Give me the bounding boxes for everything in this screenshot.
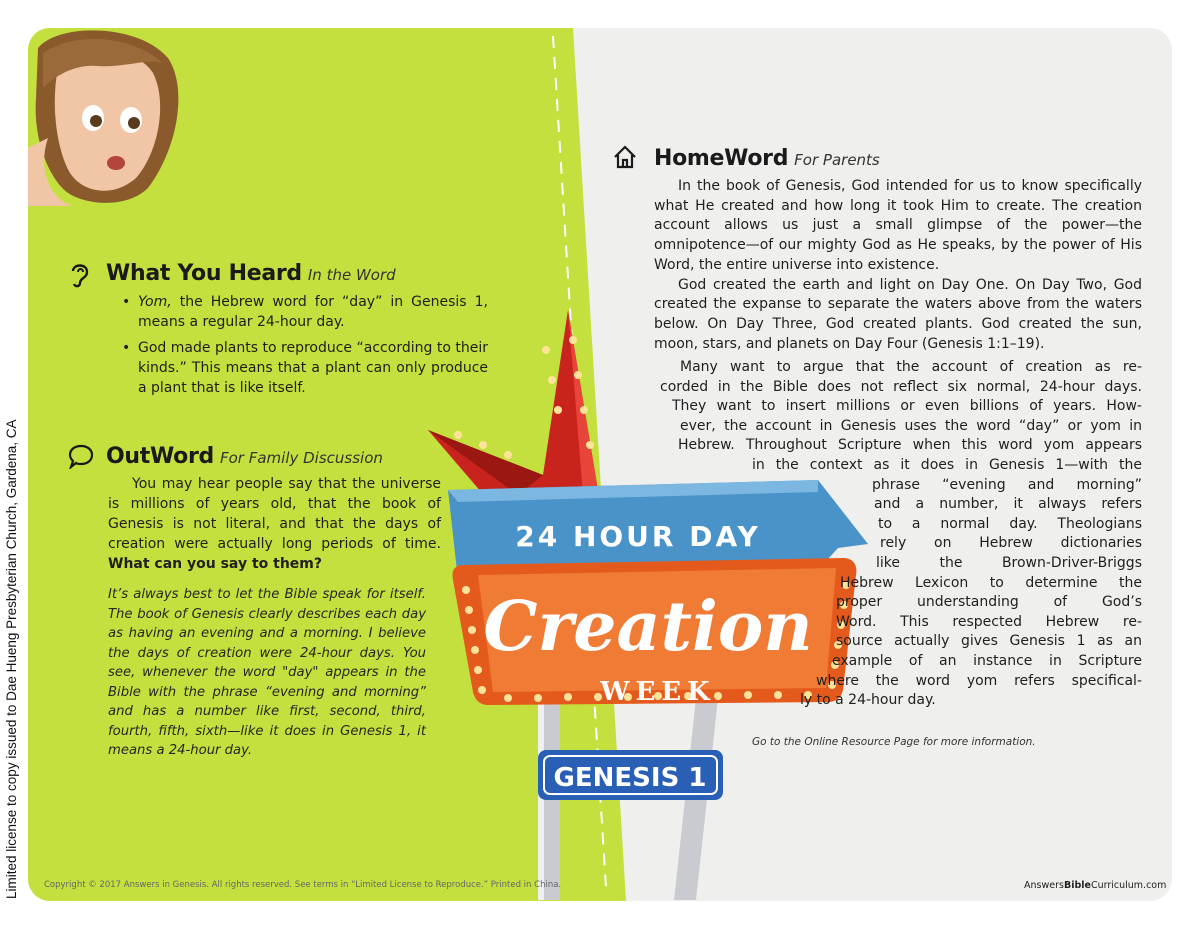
homeword-heading: HomeWord For Parents [654,146,880,171]
text-line: Hebrew. Throughout Scripture when this word yom appears [678,437,1142,454]
what-you-heard-heading: What You Heard In the Word [106,261,396,286]
online-resource-note: Go to the Online Resource Page for more information. [752,736,1036,748]
outword-paragraph: You may hear people say that the universe is millions of years old, that the book of Genesis is not literal, and that the days of creation were actually long periods of time. What can you say to them? [108,476,441,572]
text-line: Hebrew Lexicon to determine the [840,574,1142,591]
banner-text: 24 HOUR DAY [515,520,761,553]
website-url[interactable]: AnswersBibleCurriculum.com [1024,880,1167,891]
house-icon [612,144,638,170]
text-line: proper understanding of God’s [836,594,1142,611]
homeword-wrap-text [640,358,1142,711]
bullet-item: • God made plants to reproduce “according to their kinds.” This means that a plant can only produce a plant that is like itself. [120,338,488,398]
text-line: and a number, it always refers [874,496,1142,513]
homeword-body: In the book of Genesis, God intended for us to know specifically what He created and how long it took Him to create. The creation account allows us just a small glimpse of the power—the omnipotence—of our mighty God as He speaks, by the power of His Word, the entire universe into existence. God created the earth and light on Day One. On Day Two, God created the expanse to separate the waters above from the waters below. On Day Three, God created plants. God created the sun, moon, stars, and planets on Day Four (Genesis 1:1–19). [654,178,1142,352]
text-line: They want to insert millions or even billions of years. How- [672,398,1142,415]
text-line: where the word yom refers specifical- [816,672,1142,689]
text-line: example of an instance in Scripture [832,652,1142,669]
speech-bubble-icon [68,443,94,469]
outword-answer: It’s always best to let the Bible speak for itself. The book of Genesis clearly describes each day as having an evening and a morning. I believe the days of creation were 24-hour days. You see, whenever the word "day" appears in the Bible with the phrase “evening and morning” and has a number like first, second, third, fourth, fifth, sixth—like it does in Genesis 1, it means a 24-hour day. [108,587,426,758]
text-line: Word. This respected Hebrew re- [836,613,1142,630]
text-line: ly to a 24-hour day. [800,692,936,709]
week-text: WEEK [600,677,716,707]
plate-text: GENESIS 1 [553,763,707,793]
outword-heading: OutWord For Family Discussion [106,444,383,469]
text-line: Many want to argue that the account of creation as re- [680,359,1142,375]
text-line: to a normal day. Theologians [878,515,1142,532]
text-line: ever, the account in Genesis uses the word “day” or yom in [680,417,1142,434]
copyright-text: Copyright © 2017 Answers in Genesis. All rights reserved. See terms in “Limited License to Reproduce.” Printed in China. [44,880,562,890]
ear-icon [68,261,92,289]
text-line: in the context as it does in Genesis 1—with the [752,456,1142,473]
license-notice: Limited license to copy issued to Dae Hueng Presbyterian Church, Gardena, CA [4,419,19,899]
creation-title: Creation [483,587,813,667]
text-line: rely on Hebrew dictionaries [880,535,1142,552]
text-line: like the Brown-Driver-Briggs [876,554,1142,571]
bullet-item: • Yom, the Hebrew word for “day” in Genesis 1, means a regular 24-hour day. [120,292,488,332]
text-line: source actually gives Genesis 1 as an [836,633,1142,650]
text-line: phrase “evening and morning” [872,476,1142,493]
text-line: corded in the Bible does not reflect six normal, 24-hour days. [660,378,1142,395]
girl-photo [28,28,180,206]
what-you-heard-bullets [120,292,488,404]
